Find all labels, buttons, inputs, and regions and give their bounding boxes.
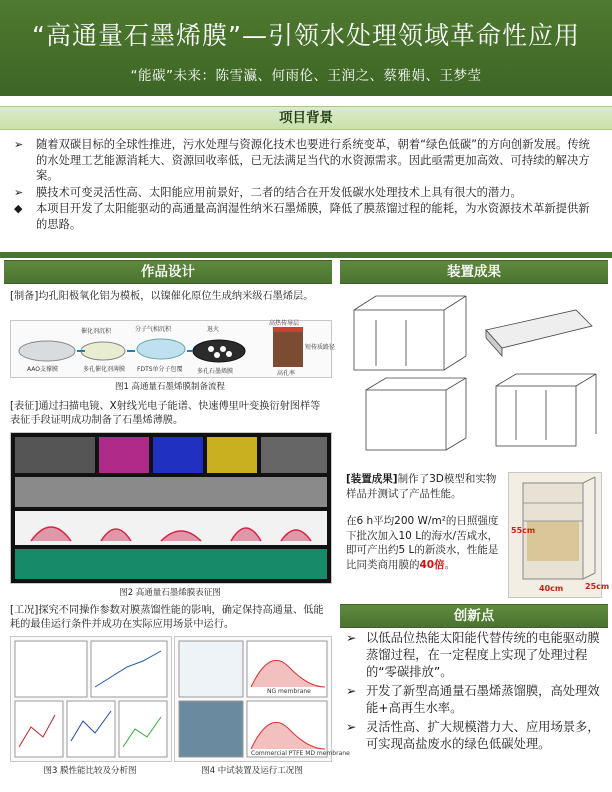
char-caption: 图2 高通量石墨烯膜表征图 — [119, 588, 221, 598]
pilot-device-charts — [175, 637, 350, 761]
prep-label: 分子气相沉积 — [135, 326, 172, 333]
arrow-bullet-icon: ➢ — [346, 684, 357, 698]
background-list — [14, 137, 598, 233]
dim-height: 55cm — [511, 526, 536, 535]
prep-label: 多孔石墨烯膜 — [197, 368, 234, 375]
section-bar-innovation: 创新点 — [340, 604, 608, 628]
background-item — [14, 137, 598, 184]
chart-series-label: NG membrane — [267, 688, 311, 695]
prep-label: 多孔催化剂薄膜 — [83, 366, 126, 373]
prep-flow-diagram — [11, 320, 336, 377]
pilot-caption: 图4 中试装置及运行工况图 — [201, 766, 303, 776]
innovation-item — [346, 719, 602, 753]
chart-series-label: Commercial PTFE MD membrane — [251, 750, 350, 757]
poster-title: “高通量石墨烯膜”—引领水处理领域革命性应用 — [32, 21, 580, 50]
innovation-text: 以低品位热能太阳能代替传统的电能驱动膜蒸馏过程，在一定程度上实现了处理过程的“零碳排放”。 — [366, 631, 600, 679]
prep-description: [制备]均孔阳极氧化铝为模板，以镍催化原位生成纳米级石墨烯层。 — [10, 291, 314, 302]
device-description — [346, 472, 504, 501]
perf-caption: 图3 膜性能比较及分析图 — [43, 766, 137, 776]
device-tag: [装置成果] — [346, 473, 398, 485]
dim-width: 40cm — [539, 584, 564, 593]
device-3d-model — [346, 290, 602, 466]
pilot-figure — [174, 636, 350, 762]
arrow-bullet-icon: ➢ — [346, 720, 357, 734]
device-perf-highlight: 40倍 — [419, 558, 445, 571]
prep-label: AAO支撑膜 — [27, 366, 58, 373]
section-bar-device: 装置成果 — [340, 260, 608, 284]
poster-authors: “能碳”未来：陈雪瀛、何雨伦、王润之、蔡雅娟、王梦莹 — [130, 68, 482, 84]
section-bar-background: 项目背景 — [0, 106, 612, 130]
device-photo — [508, 472, 610, 598]
prep-label: FDTS单分子包覆 — [137, 366, 183, 373]
background-item — [14, 185, 598, 201]
performance-charts — [11, 637, 171, 761]
innovation-item — [346, 683, 602, 717]
prep-label: 高热传导层 — [269, 320, 300, 327]
char-description: [表征]通过扫描电镜、X射线光电子能谱、快速傅里叶变换衍射图样等表征手段证明成功制备了石墨烯薄膜。 — [10, 401, 321, 426]
device-perf-text: 在6 h平均200 W/m²的日照强度下批次加入10 L的海水/苦咸水，即可产出约5 L的新淡水，性能是比同类商用膜的 — [346, 515, 499, 571]
device-perf-end: 。 — [444, 558, 456, 571]
device-model-drawing — [346, 290, 602, 466]
diamond-bullet-icon: ◆ — [14, 202, 23, 215]
innovation-text: 灵活性高、扩大规模潜力大、应用场景多，可实现高盐废水的绿色低碳处理。 — [366, 720, 600, 751]
characterization-panels — [11, 433, 331, 583]
dim-depth: 25cm — [585, 582, 610, 591]
device-photo-drawing — [509, 473, 610, 597]
performance-figure — [10, 636, 172, 762]
characterization-figure — [10, 432, 332, 584]
background-item — [14, 201, 598, 232]
device-performance — [346, 514, 504, 572]
arrow-bullet-icon: ➢ — [14, 138, 24, 151]
innovation-text: 开发了新型高通量石墨烯蒸馏膜，高处理效能+高再生水率。 — [366, 684, 600, 715]
innovation-list — [346, 630, 602, 755]
device-intro: 制作了3D模型和实物样品并测试了产品性能。 — [346, 473, 497, 500]
condition-description: [工况]探究不同操作参数对膜蒸馏性能的影响，确定保持高通量、低能耗的最佳运行条件并成功在实际应用场景中运行。 — [10, 605, 324, 630]
section-divider — [0, 252, 612, 258]
prep-label: 短传质路径 — [305, 344, 336, 351]
prep-label: 退火 — [207, 326, 220, 333]
background-text: 膜技术可变灵活性高、太阳能应用前景好，二者的结合在开发低碳水处理技术上具有很大的潜力。 — [36, 185, 522, 199]
background-text: 随着双碳目标的全球性推进，污水处理与资源化技术也要进行系统变革，朝着“绿色低碳”的方向创新发展。传统的水处理工艺能源消耗大、资源回收率低，已无法满足当代的水资源需求。因此亟需更加高效、可持续的解决方案。 — [36, 138, 590, 182]
arrow-bullet-icon: ➢ — [14, 185, 24, 199]
prep-label: 高孔率 — [277, 370, 296, 377]
prep-caption: 图1 高通量石墨烯膜制备流程 — [114, 382, 226, 392]
prep-label: 催化剂沉积 — [81, 328, 112, 335]
section-bar-design: 作品设计 — [4, 260, 332, 284]
arrow-bullet-icon: ➢ — [346, 631, 357, 645]
poster-header — [0, 0, 612, 96]
prep-figure — [10, 320, 336, 378]
background-text: 本项目开发了太阳能驱动的高通量高润湿性纳米石墨烯膜，降低了膜蒸馏过程的能耗，为水资源技术革新提供新的思路。 — [36, 202, 590, 231]
innovation-item — [346, 630, 602, 681]
